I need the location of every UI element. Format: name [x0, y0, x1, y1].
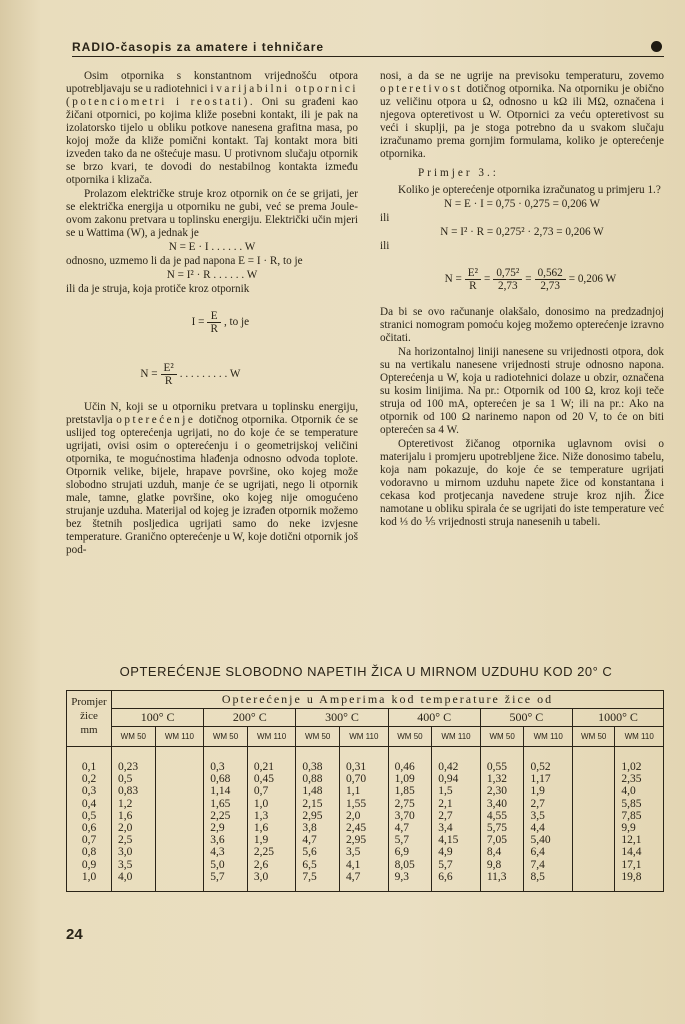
table-cell: 4,1: [346, 858, 361, 871]
table-cell: 9,3: [394, 870, 409, 883]
load-column: [112, 747, 156, 892]
table-cell: 5,7: [438, 858, 453, 871]
load-header: Opterećenje u Amperima kod temperature žice od: [112, 691, 664, 709]
magazine-title: RADIO-časopis za amatere i tehničare: [72, 40, 325, 54]
table-cell: [162, 822, 204, 834]
table-cell: 1,6: [118, 809, 133, 822]
formula: N = I² · R = 0,275² · 2,73 = 0,206 W: [440, 226, 604, 238]
alloy-header: WM 110: [615, 727, 664, 747]
table-data-row: [67, 747, 664, 892]
load-column: [388, 747, 432, 892]
bullet-dot-icon: [651, 41, 662, 52]
table-cell: [162, 834, 204, 846]
load-column: [296, 747, 340, 892]
table-cell: 2,0: [118, 821, 133, 834]
alloy-header: WM 110: [524, 727, 573, 747]
paragraph: Na horizontalnoj liniji nanesene su vrijednosti otpora, dok su na vertikalu nanesene vrijednosti struje odnosno napona. Opterećenja u W, koja u radiotehnici dolaze u obzir, označena su kosim linijima. Na pr.: Otpornik od 100 Ω, kroz koji teče struja od 100 mA, opterećen je sa 1 W; ili na pr.: Ako na otpornik od 100 Ω narinemo napon od 20 V, to će on biti opterećen sa 4 W.: [380, 346, 664, 436]
load-column: [615, 747, 664, 892]
table-cell: 2,95: [346, 834, 367, 847]
paragraph: Koliko je opterećenje otpornika izračunatog u primjeru 1.?: [398, 184, 661, 196]
table-cell: 7,05: [486, 834, 507, 847]
table-cell: [579, 846, 614, 858]
formula-or: ili: [380, 212, 390, 224]
right-column: [380, 70, 664, 530]
table-cell: 4,0: [621, 785, 636, 798]
table-cell: 6,4: [530, 846, 545, 859]
load-column: [155, 747, 204, 892]
alloy-header: WM 110: [340, 727, 389, 747]
table-cell: 0,83: [118, 785, 139, 798]
table-cell: 6,6: [438, 870, 453, 883]
table-cell: [579, 810, 614, 822]
table-cell: 1,0: [253, 797, 269, 810]
table-cell: 7,85: [621, 809, 642, 822]
table-cell: 8,05: [394, 858, 415, 871]
temp-header: 500° C: [480, 709, 572, 727]
table-cell: 1,9: [530, 785, 545, 798]
table-cell: 0,2: [81, 773, 97, 786]
wire-load-table: [66, 690, 664, 892]
table-cell: 2,25: [253, 846, 274, 859]
table-cell: 1,3: [253, 809, 269, 822]
load-column: [480, 747, 524, 892]
table-cell: [579, 871, 614, 883]
table-cell: [579, 834, 614, 846]
alloy-header: WM 50: [204, 727, 248, 747]
table-cell: 9,8: [486, 858, 502, 871]
table-cell: 5,7: [394, 834, 409, 847]
table-cell: 1,1: [346, 785, 361, 798]
paragraph: Prolazom električke struje kroz otpornik on će se grijati, jer se električka energija u otporniku ne gubi, već se prema Joule-ovom zakonu pretvara u toplinsku energiju. Električki učin mjeri se u Wattima (W), a jednak je: [66, 188, 358, 239]
table-cell: 2,0: [346, 809, 361, 822]
table-cell: 0,5: [81, 809, 97, 822]
alloy-header: WM 50: [573, 727, 615, 747]
table-cell: 4,3: [210, 846, 225, 859]
formula: N = E · I . . . . . . W: [168, 241, 256, 253]
alloy-header: WM 110: [432, 727, 481, 747]
table-cell: 0,94: [438, 773, 459, 786]
table-cell: 1,85: [394, 785, 415, 798]
table-cell: 0,52: [530, 761, 551, 773]
table-cell: 11,3: [486, 870, 507, 883]
left-column: [66, 70, 358, 558]
table-title: OPTEREĆENJE SLOBODNO NAPETIH ŽICA U MIRNOM UZDUHU KOD 20° C: [119, 664, 613, 679]
table-cell: 2,35: [621, 773, 642, 786]
table-cell: 5,0: [210, 858, 225, 871]
table-cell: [579, 761, 614, 773]
temp-header: 100° C: [112, 709, 204, 727]
diameter-header: Promjer žice mm: [67, 691, 112, 747]
table-cell: 19,8: [621, 870, 642, 883]
table-cell: 0,23: [118, 761, 139, 773]
table-cell: 3,70: [394, 809, 415, 822]
running-header: [72, 38, 664, 57]
table-cell: [579, 785, 614, 797]
table-cell: 0,1: [81, 761, 97, 773]
table-cell: [579, 798, 614, 810]
paragraph: Osim otpornika s konstantnom vrijednošću otpora upotrebljavaju se u radiotehnici i varijabilni otpornici (potenciometri i reostati). Oni su građeni kao žičani otpornici, po kojima kliže posebni kontakt, ili je pak na izolatorsko tijelo u obliku potkove nanesena grafitna masa, po kojoj može da kliže pomični kontakt. Taj kontakt mora biti izveden tako da ne oštećuje masu. U protivnom slučaju otpornik se brzo kvari, te dovodi do nestabilnog kontakta između otpornika i klizača.: [66, 70, 358, 186]
table-cell: 4,7: [394, 821, 409, 834]
paragraph: Učin N, koji se u otporniku pretvara u toplinsku energiju, pretstavlja opterećenje dotičnog otpornika. Otpornik će se uslijed tog opterećenja ugrijati, no do koje će se temperature ugrijati, ovisi osim o opterećenju i o geometrijskoj veličini otpornika, te mogućnostima hlađenja odnosno odvoda toplote. Otpornik velike, bijele, hrapave površine, oko kojeg može slobodno strujati uzduh, manje će se ugrijati, nego li otpornik male, tamne, glatke površine, oko kojeg nije omogućeno strujanje uzduha. Materijal od kojeg je izrađen otpornik možemo bez štetnih posljedica ugrijati samo do neke izvjesne temperature. Granično opterećenje u W, koje dotični otpornik još pod-: [66, 401, 358, 556]
table-cell: 1,32: [486, 773, 507, 786]
load-column: [340, 747, 389, 892]
table-cell: 0,21: [253, 761, 274, 773]
table-cell: 7,4: [530, 858, 545, 871]
alloy-header: WM 50: [480, 727, 524, 747]
paragraph: odnosno, uzmemo li da je pad napona E = I · R, to je: [66, 255, 303, 267]
temp-header: 300° C: [296, 709, 388, 727]
alloy-header: WM 50: [388, 727, 432, 747]
table-cell: 0,46: [394, 761, 415, 773]
table-cell: 2,9: [210, 821, 225, 834]
formula: N = $\frac{\text{E²}}{R}$ = $\frac{\text{0,75²}}{2,73}$ = $\frac{0,562}{2,73}$ = 0,206 W: [444, 267, 617, 292]
table-cell: 4,7: [346, 870, 361, 883]
table-cell: 5,40: [530, 834, 551, 847]
temp-header: 400° C: [388, 709, 480, 727]
table-cell: 0,6: [81, 821, 97, 834]
table-cell: [162, 773, 204, 785]
diameter-column: [67, 747, 112, 892]
load-column: [524, 747, 573, 892]
table-cell: 1,6: [253, 821, 269, 834]
table-cell: 1,2: [118, 797, 133, 810]
table-cell: 0,7: [81, 834, 97, 847]
table-cell: 1,9: [253, 834, 269, 847]
table-cell: 6,5: [302, 858, 317, 871]
table-cell: 5,6: [302, 846, 317, 859]
table-cell: 2,1: [438, 797, 453, 810]
table-cell: 0,45: [253, 773, 274, 786]
table-cell: 1,55: [346, 797, 367, 810]
table-cell: 8,4: [486, 846, 502, 859]
table-cell: 3,0: [253, 870, 269, 883]
paragraph: Opteretivost žičanog otpornika uglavnom ovisi o materijalu i promjeru upotrebljene žice. Niže donosimo tabelu, koja nam pokazuje, do koje će se temperature ugrijati vodoravno u mirnom uzduhu napete žice od konstantana i cekasa kod protjecanja navedene struje kroz njih. Žice namotane u obliku spirala će se ugrijati do iste temperature već kod ⅓ do ⅕ vrijednosti struja nanesenih u tabeli.: [380, 438, 664, 528]
table-cell: 2,75: [394, 797, 415, 810]
table-cell: 0,9: [81, 858, 97, 871]
table-cell: 3,6: [210, 834, 225, 847]
table-cell: [162, 798, 204, 810]
formula: N = $\frac{\text{E²}}{R}$ . . . . . . . . . W: [140, 362, 241, 387]
formula-or: ili: [380, 240, 390, 252]
formula: N = I² · R . . . . . . W: [166, 269, 258, 281]
table-cell: 3,0: [118, 846, 133, 859]
table-cell: 1,17: [530, 773, 551, 786]
table-cell: 0,68: [210, 773, 231, 786]
formula: N = E · I = 0,75 · 0,275 = 0,206 W: [443, 198, 601, 210]
table-cell: 2,30: [486, 785, 507, 798]
table-cell: 2,6: [253, 858, 269, 871]
table-cell: 1,0: [81, 870, 97, 883]
table-cell: 0,5: [118, 773, 133, 786]
table-cell: 3,5: [530, 809, 545, 822]
table-cell: 3,5: [118, 858, 133, 871]
alloy-header: WM 110: [155, 727, 204, 747]
table-cell: [162, 871, 204, 883]
temp-header: 200° C: [204, 709, 296, 727]
page-number: 24: [66, 926, 83, 943]
table-cell: 0,70: [346, 773, 367, 786]
table-cell: 1,02: [621, 761, 642, 773]
table-cell: 5,85: [621, 797, 642, 810]
load-column: [204, 747, 248, 892]
table-cell: [162, 785, 204, 797]
table-cell: 2,7: [530, 797, 545, 810]
table-cell: [162, 846, 204, 858]
table-cell: 17,1: [621, 858, 642, 871]
table-cell: 0,88: [302, 773, 323, 786]
table-cell: 0,3: [81, 785, 97, 798]
table-cell: 2,5: [118, 834, 133, 847]
table-cell: 7,5: [302, 870, 317, 883]
table-cell: 3,40: [486, 797, 507, 810]
table-cell: 0,42: [438, 761, 459, 773]
table-cell: 4,0: [118, 870, 133, 883]
formula: I = $\frac{E}{R}$ , to je: [191, 310, 250, 335]
temp-header: 1000° C: [573, 709, 664, 727]
table-cell: 4,9: [438, 846, 453, 859]
table-cell: 2,15: [302, 797, 323, 810]
alloy-header: WM 50: [296, 727, 340, 747]
table-cell: 0,4: [81, 797, 97, 810]
table-cell: [162, 859, 204, 871]
table-cell: 0,8: [81, 846, 97, 859]
table-cell: 1,14: [210, 785, 231, 798]
table-cell: 2,95: [302, 809, 323, 822]
table-cell: [162, 810, 204, 822]
table-cell: 2,45: [346, 821, 367, 834]
table-cell: 2,7: [438, 809, 453, 822]
table-cell: 0,3: [210, 761, 225, 773]
table-cell: 6,9: [394, 846, 409, 859]
example-heading: Primjer 3.:: [418, 167, 499, 179]
table-cell: 8,5: [530, 870, 545, 883]
alloy-header: WM 110: [247, 727, 296, 747]
load-column: [573, 747, 615, 892]
table-cell: 4,4: [530, 821, 545, 834]
table-cell: [162, 761, 204, 773]
table-cell: 0,38: [302, 761, 323, 773]
table-cell: 4,7: [302, 834, 317, 847]
table-cell: 4,15: [438, 834, 459, 847]
table-cell: 2,25: [210, 809, 231, 822]
paragraph: ili da je struja, koja protiče kroz otpornik: [66, 283, 250, 295]
table-cell: 5,75: [486, 821, 507, 834]
table-cell: 3,8: [302, 821, 317, 834]
paragraph: Da bi se ovo računanje olakšalo, donosimo na predzadnjoj stranici nomogram pomoću kojeg možemo opterećenje izravno očitati.: [380, 306, 664, 344]
table-cell: 4,55: [486, 809, 507, 822]
table-cell: 14,4: [621, 846, 642, 859]
table-cell: [579, 822, 614, 834]
table-cell: 1,5: [438, 785, 453, 798]
load-column: [247, 747, 296, 892]
table-cell: 1,48: [302, 785, 323, 798]
alloy-header: WM 50: [112, 727, 156, 747]
table-cell: 0,31: [346, 761, 367, 773]
table-cell: 3,4: [438, 821, 453, 834]
table-cell: 12,1: [621, 834, 642, 847]
table-cell: 1,09: [394, 773, 415, 786]
paragraph: nosi, a da se ne ugrije na previsoku temperaturu, zovemo opteretivost dotičnog otpornika. Na otporniku je obično uz veličinu otpora u Ω, odnosno u kΩ ili MΩ, označena i njegova opteretivost u W. Otpornici za veću opteretivost su veći i skuplji, pa je stoga potrebno da u svakom slučaju izračunamo prema gornjim formulama, koliko je opterećenje otpornika.: [380, 70, 664, 160]
table-cell: 5,7: [210, 870, 225, 883]
table-cell: [579, 859, 614, 871]
table-cell: 9,9: [621, 821, 636, 834]
load-column: [432, 747, 481, 892]
table-cell: 0,7: [253, 785, 269, 798]
table-cell: 3,5: [346, 846, 361, 859]
table-cell: 1,65: [210, 797, 231, 810]
table-cell: 0,55: [486, 761, 507, 773]
table-cell: [579, 773, 614, 785]
